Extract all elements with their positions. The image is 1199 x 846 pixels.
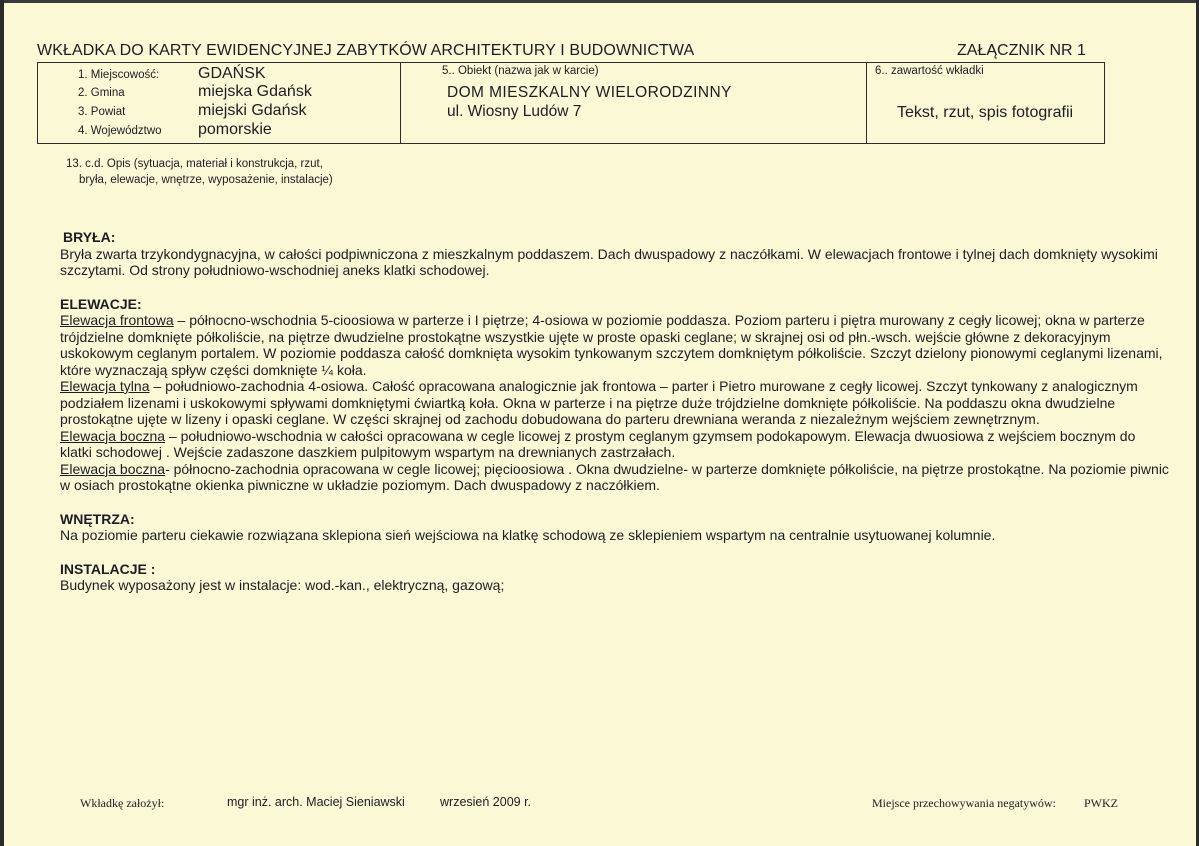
elewacja-tylna-text: – południowo-zachodnia 4-osiowa. Całość opracowana analogicznie jak frontowa – parter i Pietro murowane z cegły licowej. Szczyt tynkowany z analogicznym podziałem lizenami i uskokowymi spływami domkniętymi ćwiartką koła. Okna w parterze i na piętrze duże trójdzielne domknięte półkoliście. Na poddaszu okna dwudzielne prostokątne ujęte w lizeny i opaski ceglane. W części skrajnej od zachodu dobudowana do parteru drewniana weranda z niezależnym wejściem zewnętrznym. xyxy=(60,378,1138,427)
elewacja-tylna-label: Elewacja tylna xyxy=(60,378,150,394)
bryla-text: Bryła zwarta trzykondygnacyjna, w całości podpiwniczona z mieszkalnym poddaszem. Dach dwuspadowy z naczółkami. W elewacjach frontowe i tylnej dach domknięty wysokimi szczytami. Od strony południowo-wschodniej aneks klatki schodowej. xyxy=(60,245,1158,278)
author-name: mgr inż. arch. Maciej Sieniawski xyxy=(227,795,405,809)
negatives-label: Miejsce przechowywania negatywów: xyxy=(872,796,1056,810)
wojewodztwo-value: pomorskie xyxy=(198,121,272,138)
bryla-title: BRYŁA: xyxy=(63,229,116,245)
created-by-label: Wkładkę założył: xyxy=(80,796,165,810)
gmina-label: 2. Gmina xyxy=(78,87,125,99)
elewacja-boczna-1 xyxy=(60,428,1170,461)
wojewodztwo-label: 4. Województwo xyxy=(78,125,162,137)
wnetrza-title: WNĘTRZA: xyxy=(60,510,135,527)
scan-edge-top xyxy=(0,0,1199,3)
elewacja-boczna-2 xyxy=(60,461,1170,494)
object-address: ul. Wiosny Ludów 7 xyxy=(447,103,582,120)
document-title: WKŁADKA DO KARTY EWIDENCYJNEJ ZABYTKÓW ARCHITEKTURY I BUDOWNICTWA xyxy=(37,42,695,59)
description-heading-line1: 13. c.d. Opis (sytuacja, materiał i konstrukcja, rzut, xyxy=(66,158,323,170)
header-divider-2 xyxy=(866,62,867,144)
elewacja-boczna-1-label: Elewacja boczna xyxy=(60,427,166,444)
object-label: 5.. Obiekt (nazwa jak w karcie) xyxy=(442,65,599,77)
gmina-value: miejska Gdańsk xyxy=(198,83,312,100)
contents-label: 6.. zawartość wkładki xyxy=(875,65,984,77)
elewacja-tylna xyxy=(60,378,1170,428)
negatives-value: PWKZ xyxy=(1084,796,1118,810)
elewacja-boczna-2-label: Elewacja boczna xyxy=(60,460,166,477)
header-divider-1 xyxy=(400,62,401,144)
object-name: DOM MIESZKALNY WIELORODZINNY xyxy=(447,84,732,101)
annex-number: ZAŁĄCZNIK NR 1 xyxy=(957,42,1086,59)
instalacje-title: INSTALACJE : xyxy=(60,560,156,577)
header-border-left xyxy=(37,62,38,144)
description-body xyxy=(60,229,1170,594)
powiat-label: 3. Powiat xyxy=(78,106,126,118)
instalacje-text: Budynek wyposażony jest w instalacje: wod.-kan., elektryczną, gazową; xyxy=(60,577,505,593)
miejscowosc-label: 1. Miejscowość: xyxy=(78,69,160,81)
elewacje-title: ELEWACJE: xyxy=(60,295,142,312)
elewacja-frontowa-label: Elewacja frontowa xyxy=(60,312,174,328)
powiat-value: miejski Gdańsk xyxy=(198,102,307,119)
miejscowosc-value: GDAŃSK xyxy=(198,65,266,82)
header-border-right xyxy=(1104,62,1105,144)
scan-edge-left xyxy=(0,0,4,846)
creation-date: wrzesień 2009 r. xyxy=(440,795,532,809)
header-rule-bottom xyxy=(37,143,1105,144)
wnetrza-text: Na poziomie parteru ciekawie rozwiązana sklepiona sień wejściowa na klatkę schodową ze sklepieniem wspartym na centralnie usytuowanej kolumnie. xyxy=(60,527,996,543)
header-rule-top xyxy=(37,62,1105,63)
elewacja-frontowa-text: – północno-wschodnia 5-cioosiowa w parterze i I piętrze; 4-osiowa w poziomie poddasza. Poziom parteru i piętra murowany z cegły licowej; okna w parterze trójdzielne domknięte półkoliście, na piętrze dwudzielne prostokątne wszystkie ujęte w proste opaski ceglane; w skrajnej osi od płn.-wsch. wejście główne z dekoracyjnym uskokowym ceglanym portalem. W poziomie poddasza całość domknięta wysokim tynkowanym szczytem domkniętym półkoliście. Szczyt dzielony pionowymi ceglanymi lizenami, które wyznaczają spływ części domknięte ¼ koła. xyxy=(60,312,1163,378)
description-heading-line2: bryła, elewacje, wnętrze, wyposażenie, instalacje) xyxy=(79,174,333,186)
elewacja-boczna-1-text: – południowo-wschodnia w całości opracowana w cegle licowej z prostym ceglanym gzymsem podokapowym. Elewacja dwuosiowa z wejściem bocznym do klatki schodowej . Wejście zadaszone daszkiem pulpitowym wspartym na drewnianych zastrzałach. xyxy=(60,427,1136,460)
contents-value: Tekst, rzut, spis fotografii xyxy=(897,104,1074,121)
elewacja-boczna-2-text: - północno-zachodnia opracowana w cegle licowej; pięcioosiowa . Okna dwudzielne- w parterze domknięte półkoliście, na piętrze prostokątne. Na poziomie piwnic w osiach prostokątne okienka piwniczne w układzie poziomym. Dach dwuspadowy z naczółkiem. xyxy=(60,460,1169,493)
elewacja-frontowa xyxy=(60,312,1170,378)
